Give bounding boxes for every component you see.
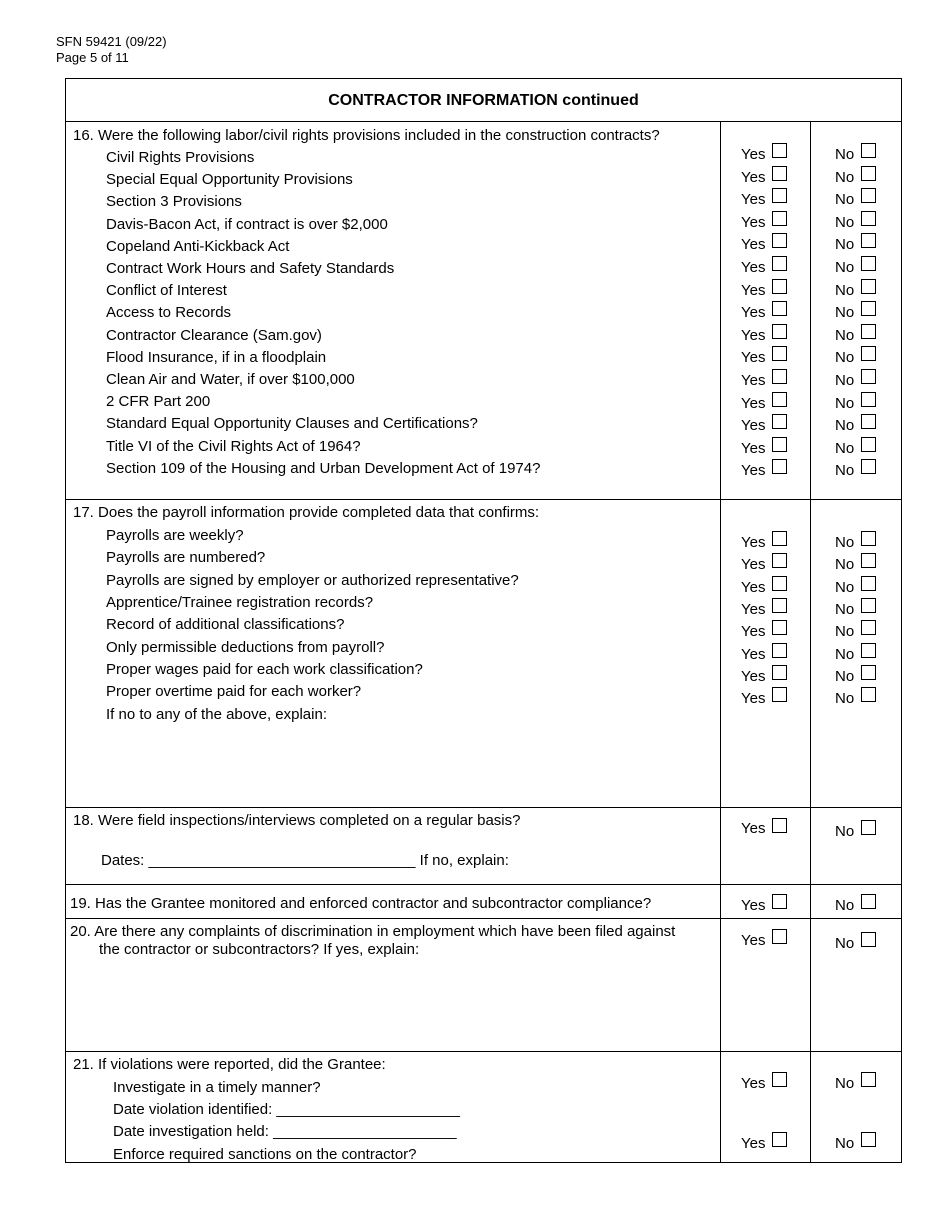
row-divider — [66, 1051, 901, 1052]
q17-no-label: No — [835, 645, 855, 663]
q17-yes-label: Yes — [741, 645, 766, 663]
q21-item-sanctions: Enforce required sanctions on the contractor? — [113, 1146, 417, 1163]
q17-item: Payrolls are numbered? — [106, 549, 266, 567]
q16-no-label: No — [835, 394, 855, 412]
q16-item: Title VI of the Civil Rights Act of 1964? — [106, 437, 361, 455]
q17-yes-label: Yes — [741, 556, 766, 574]
q16-item: Flood Insurance, if in a floodplain — [106, 348, 327, 366]
page-number: Page 5 of 11 — [56, 50, 129, 65]
q16-item: Standard Equal Opportunity Clauses and Certifications? — [106, 415, 478, 433]
q20-question-line1: 20. Are there any complaints of discrimination in employment which have been filed against — [70, 923, 676, 940]
q17-no-label: No — [835, 667, 855, 685]
q16-yes-checkbox[interactable] — [772, 459, 787, 474]
q17-yes-label: Yes — [741, 690, 766, 708]
q17-no-checkbox[interactable] — [861, 620, 876, 635]
q18-explain-label: If no, explain: — [419, 852, 509, 869]
q19-no-checkbox[interactable] — [861, 894, 876, 909]
q16-yes-checkbox[interactable] — [772, 233, 787, 248]
q20-question-line2: the contractor or subcontractors? If yes, explain: — [99, 941, 420, 958]
q16-no-label: No — [835, 326, 855, 344]
q16-no-checkbox[interactable] — [861, 143, 876, 158]
q17-no-checkbox[interactable] — [861, 643, 876, 658]
q18-dates-field[interactable]: ________________________________ — [148, 852, 416, 869]
q16-yes-checkbox[interactable] — [772, 324, 787, 339]
q17-yes-checkbox[interactable] — [772, 620, 787, 635]
q16-yes-label: Yes — [741, 439, 766, 457]
q17-yes-label: Yes — [741, 600, 766, 618]
q21-sanctions-no-label: No — [835, 1135, 855, 1152]
q16-no-checkbox[interactable] — [861, 414, 876, 429]
q21-sanctions-yes-checkbox[interactable] — [772, 1132, 787, 1147]
q18-no-label: No — [835, 823, 855, 840]
q21-sanctions-yes-label: Yes — [741, 1135, 766, 1152]
q17-no-checkbox[interactable] — [861, 531, 876, 546]
q16-no-checkbox[interactable] — [861, 369, 876, 384]
q17-no-checkbox[interactable] — [861, 687, 876, 702]
q18-dates-label: Dates: — [101, 852, 145, 869]
q16-no-label: No — [835, 146, 855, 163]
q16-yes-label: Yes — [741, 168, 766, 186]
q16-no-label: No — [835, 417, 855, 435]
q16-no-checkbox[interactable] — [861, 166, 876, 181]
q17-no-label: No — [835, 623, 855, 641]
q16-no-label: No — [835, 372, 855, 389]
q17-item: Apprentice/Trainee registration records? — [106, 593, 374, 611]
q17-yes-checkbox[interactable] — [772, 553, 787, 568]
q16-item: Access to Records — [106, 304, 232, 322]
q17-item: Record of additional classifications? — [106, 616, 345, 634]
row-divider — [66, 918, 901, 919]
q16-yes-checkbox[interactable] — [772, 256, 787, 271]
q16-yes-label: Yes — [741, 281, 766, 299]
q16-no-label: No — [835, 462, 855, 480]
q20-no-label: No — [835, 935, 855, 952]
q17-no-checkbox[interactable] — [861, 576, 876, 591]
q18-yes-checkbox[interactable] — [772, 818, 787, 833]
q16-no-label: No — [835, 259, 855, 276]
q17-question: 17. Does the payroll information provide completed data that confirms: — [73, 504, 540, 521]
q16-no-checkbox[interactable] — [861, 437, 876, 452]
q21-investigate-yes-label: Yes — [741, 1075, 766, 1092]
q16-yes-checkbox[interactable] — [772, 188, 787, 203]
q16-yes-label: Yes — [741, 394, 766, 412]
q19-yes-label: Yes — [741, 897, 766, 914]
q16-yes-checkbox[interactable] — [772, 346, 787, 361]
q18-question: 18. Were field inspections/interviews completed on a regular basis? — [73, 812, 521, 829]
q16-no-checkbox[interactable] — [861, 459, 876, 474]
q16-yes-label: Yes — [741, 349, 766, 367]
q16-no-checkbox[interactable] — [861, 279, 876, 294]
q17-item: Payrolls are signed by employer or authorized representative? — [106, 571, 519, 589]
q16-question: 16. Were the following labor/civil rights provisions included in the construction contracts? — [73, 127, 660, 144]
q17-item: Proper wages paid for each work classification? — [106, 660, 423, 678]
q20-no-checkbox[interactable] — [861, 932, 876, 947]
q16-item: Section 3 Provisions — [106, 193, 242, 211]
q20-yes-label: Yes — [741, 932, 766, 949]
q16-no-checkbox[interactable] — [861, 301, 876, 316]
q16-item: Contract Work Hours and Safety Standards — [106, 260, 395, 277]
q16-yes-label: Yes — [741, 462, 766, 480]
q19-question: 19. Has the Grantee monitored and enforced contractor and subcontractor compliance? — [70, 895, 652, 912]
q18-dates-row — [101, 852, 509, 870]
q16-no-label: No — [835, 168, 855, 186]
q17-yes-checkbox[interactable] — [772, 643, 787, 658]
q19-no-label: No — [835, 897, 855, 914]
q16-no-label: No — [835, 236, 855, 254]
q17-no-label: No — [835, 556, 855, 574]
q16-yes-label: Yes — [741, 417, 766, 435]
q17-item: Only permissible deductions from payroll? — [106, 638, 385, 656]
q16-yes-label: Yes — [741, 146, 766, 163]
contractor-info-form — [65, 78, 902, 1163]
q17-no-checkbox[interactable] — [861, 598, 876, 613]
q16-no-label: No — [835, 349, 855, 367]
q16-yes-checkbox[interactable] — [772, 143, 787, 158]
q16-yes-label: Yes — [741, 326, 766, 344]
q16-yes-checkbox[interactable] — [772, 301, 787, 316]
q16-item: Contractor Clearance (Sam.gov) — [106, 326, 322, 344]
q21-investigate-yes-checkbox[interactable] — [772, 1072, 787, 1087]
q16-no-label: No — [835, 439, 855, 457]
q16-yes-checkbox[interactable] — [772, 279, 787, 294]
q21-investigate-no-label: No — [835, 1075, 855, 1092]
q16-item: Section 109 of the Housing and Urban Development Act of 1974? — [106, 459, 541, 477]
q17-no-label: No — [835, 690, 855, 708]
q16-item: Special Equal Opportunity Provisions — [106, 171, 353, 189]
q17-yes-checkbox[interactable] — [772, 576, 787, 591]
q21-date-identified[interactable]: Date violation identified: ______________________ — [113, 1101, 460, 1118]
q16-no-label: No — [835, 191, 855, 209]
q17-yes-label: Yes — [741, 667, 766, 685]
q16-yes-checkbox[interactable] — [772, 414, 787, 429]
q17-yes-checkbox[interactable] — [772, 687, 787, 702]
q17-yes-checkbox[interactable] — [772, 531, 787, 546]
q20-yes-checkbox[interactable] — [772, 929, 787, 944]
q16-item: Clean Air and Water, if over $100,000 — [106, 371, 355, 388]
q16-yes-checkbox[interactable] — [772, 166, 787, 181]
q16-item: Copeland Anti-Kickback Act — [106, 237, 290, 255]
q16-yes-label: Yes — [741, 304, 766, 322]
q16-item: Conflict of Interest — [106, 282, 227, 300]
row-divider — [66, 807, 901, 808]
q16-yes-checkbox[interactable] — [772, 211, 787, 226]
q21-investigate-no-checkbox[interactable] — [861, 1072, 876, 1087]
q21-question: 21. If violations were reported, did the Grantee: — [73, 1056, 386, 1073]
q18-no-checkbox[interactable] — [861, 820, 876, 835]
q21-date-investigation[interactable]: Date investigation held: ______________________ — [113, 1123, 457, 1140]
form-number: SFN 59421 (09/22) — [56, 34, 167, 49]
q16-yes-checkbox[interactable] — [772, 392, 787, 407]
q17-no-label: No — [835, 534, 855, 551]
q17-item: Payrolls are weekly? — [106, 527, 244, 544]
column-divider-no — [810, 121, 811, 1162]
q16-no-label: No — [835, 281, 855, 299]
q16-item: Davis-Bacon Act, if contract is over $2,000 — [106, 215, 388, 233]
form-header — [56, 34, 167, 66]
q16-no-checkbox[interactable] — [861, 392, 876, 407]
q17-no-checkbox[interactable] — [861, 553, 876, 568]
q21-item-investigate: Investigate in a timely manner? — [113, 1079, 321, 1096]
column-divider-yes — [720, 121, 721, 1162]
q16-no-checkbox[interactable] — [861, 233, 876, 248]
q17-yes-label: Yes — [741, 534, 766, 551]
q16-yes-checkbox[interactable] — [772, 437, 787, 452]
q18-yes-label: Yes — [741, 820, 766, 837]
q17-no-label: No — [835, 578, 855, 596]
q16-no-checkbox[interactable] — [861, 346, 876, 361]
q16-no-checkbox[interactable] — [861, 324, 876, 339]
q16-item: Civil Rights Provisions — [106, 149, 255, 166]
row-divider — [66, 884, 901, 885]
q17-yes-label: Yes — [741, 623, 766, 641]
q21-sanctions-no-checkbox[interactable] — [861, 1132, 876, 1147]
q16-no-checkbox[interactable] — [861, 211, 876, 226]
row-divider — [66, 499, 901, 500]
q16-yes-label: Yes — [741, 372, 766, 389]
q17-no-checkbox[interactable] — [861, 665, 876, 680]
q16-no-checkbox[interactable] — [861, 256, 876, 271]
q17-no-label: No — [835, 600, 855, 618]
q16-yes-checkbox[interactable] — [772, 369, 787, 384]
q17-yes-checkbox[interactable] — [772, 665, 787, 680]
q16-yes-label: Yes — [741, 236, 766, 254]
q17-item: Proper overtime paid for each worker? — [106, 683, 362, 701]
section-title: CONTRACTOR INFORMATION continued — [66, 79, 901, 122]
q16-yes-label: Yes — [741, 213, 766, 231]
q19-yes-checkbox[interactable] — [772, 894, 787, 909]
q16-no-label: No — [835, 304, 855, 322]
q16-no-checkbox[interactable] — [861, 188, 876, 203]
q16-yes-label: Yes — [741, 259, 766, 276]
q16-item: 2 CFR Part 200 — [106, 393, 211, 411]
q17-yes-label: Yes — [741, 578, 766, 596]
q16-no-label: No — [835, 213, 855, 231]
q17-explain-label: If no to any of the above, explain: — [106, 706, 327, 723]
q17-yes-checkbox[interactable] — [772, 598, 787, 613]
q16-yes-label: Yes — [741, 191, 766, 209]
